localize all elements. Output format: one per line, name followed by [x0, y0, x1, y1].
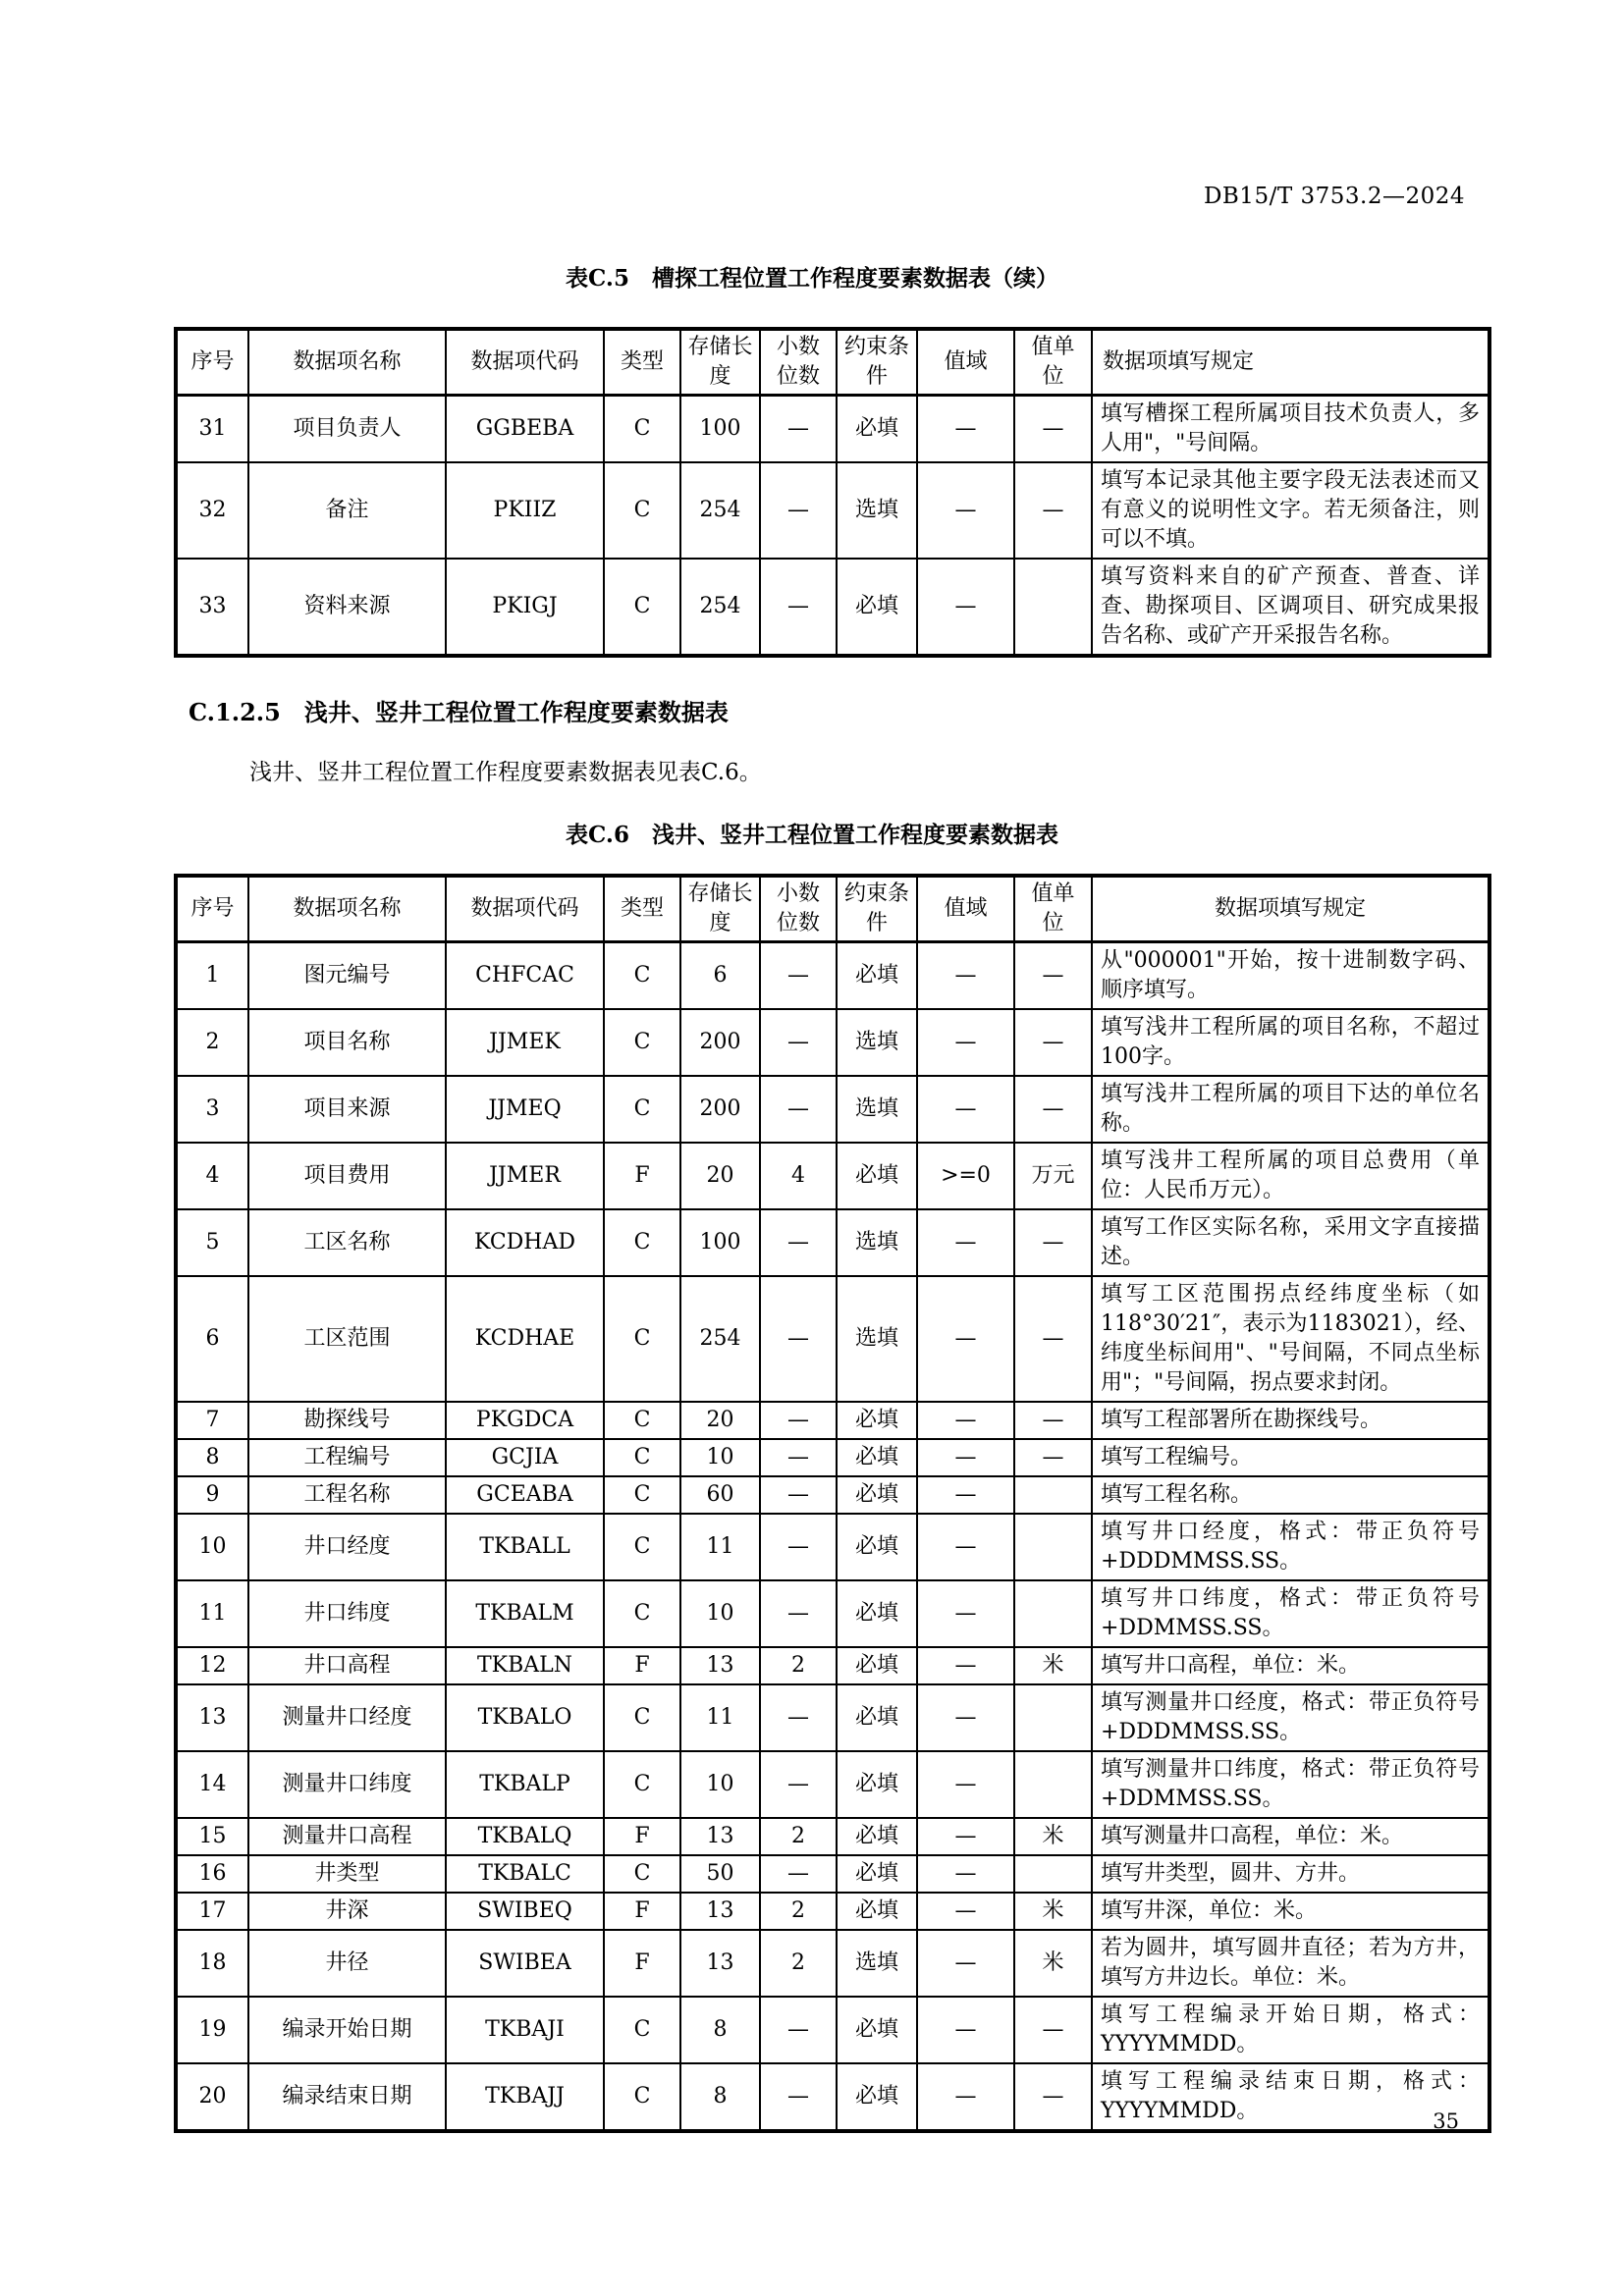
table-cell: —: [1014, 1209, 1092, 1276]
table-row: [176, 1439, 1489, 1476]
page-number: 35: [1433, 2109, 1459, 2133]
table-cell: —: [917, 1580, 1014, 1647]
section-paragraph: 浅井、竖井工程位置工作程度要素数据表见表C.6。: [249, 760, 762, 785]
table-c6-caption: 表C.6 浅井、竖井工程位置工作程度要素数据表: [566, 822, 1058, 848]
table-cell: —: [917, 2063, 1014, 2131]
table-c5-caption: 表C.5 槽探工程位置工作程度要素数据表（续）: [566, 265, 1058, 292]
table-cell: —: [917, 1476, 1014, 1514]
table-cell: 编录开始日期: [248, 1997, 446, 2063]
col-header-decimals: 小数位数: [760, 329, 837, 396]
table-cell: 必填: [837, 1818, 917, 1855]
table-cell: [1014, 1580, 1092, 1647]
table-cell: 必填: [837, 1684, 917, 1751]
table-cell: 选填: [837, 1076, 917, 1143]
table-row: [176, 462, 1489, 559]
table-cell: —: [917, 462, 1014, 559]
table-cell: 必填: [837, 1476, 917, 1514]
table-cell: [1014, 1514, 1092, 1580]
table-cell: 200: [680, 1076, 760, 1143]
table-cell: 编录结束日期: [248, 2063, 446, 2131]
table-row: [176, 1143, 1489, 1209]
section-heading: C.1.2.5 浅井、竖井工程位置工作程度要素数据表: [189, 698, 729, 726]
table-cell: 资料来源: [248, 559, 446, 656]
table-cell: —: [1014, 1076, 1092, 1143]
table-cell: —: [917, 1514, 1014, 1580]
table-cell: 11: [680, 1514, 760, 1580]
col-header-spec: 数据项填写规定: [1092, 329, 1489, 396]
table-row: [176, 1276, 1489, 1402]
table-cell: —: [1014, 1276, 1092, 1402]
table-cell: 20: [680, 1143, 760, 1209]
table-cell: 项目负责人: [248, 396, 446, 463]
col-header-type: 类型: [604, 329, 680, 396]
table-row: [176, 1580, 1489, 1647]
table-row: [176, 559, 1489, 656]
table-row: [176, 1855, 1489, 1893]
table-cell: —: [917, 1855, 1014, 1893]
table-cell: 必填: [837, 1893, 917, 1930]
cell-fill-spec: 填写浅井工程所属的项目总费用（单位：人民币万元）。: [1092, 1143, 1489, 1209]
table-cell: KCDHAD: [446, 1209, 604, 1276]
cell-fill-spec: 填写测量井口高程，单位：米。: [1092, 1818, 1489, 1855]
table-cell: C: [604, 1684, 680, 1751]
table-cell: 工区名称: [248, 1209, 446, 1276]
table-cell: JJMEK: [446, 1009, 604, 1076]
table-row: [176, 1751, 1489, 1818]
table-cell: F: [604, 1143, 680, 1209]
table-cell: —: [917, 1684, 1014, 1751]
table-cell: 测量井口经度: [248, 1684, 446, 1751]
table-cell: 必填: [837, 1997, 917, 2063]
table-cell: 13: [680, 1930, 760, 1997]
table-cell: 6: [680, 942, 760, 1010]
table-cell: 选填: [837, 1009, 917, 1076]
table-cell: 项目名称: [248, 1009, 446, 1076]
table-cell: 20: [176, 2063, 248, 2131]
cell-fill-spec: 填写井类型，圆井、方井。: [1092, 1855, 1489, 1893]
table-cell: 10: [176, 1514, 248, 1580]
table-cell: TKBALM: [446, 1580, 604, 1647]
table-cell: 10: [680, 1439, 760, 1476]
cell-fill-spec: 从"000001"开始，按十进制数字码、顺序填写。: [1092, 942, 1489, 1010]
table-cell: 9: [176, 1476, 248, 1514]
table-cell: 选填: [837, 1276, 917, 1402]
table-cell: 20: [680, 1402, 760, 1439]
table-cell: 选填: [837, 462, 917, 559]
table-cell: PKGDCA: [446, 1402, 604, 1439]
table-cell: F: [604, 1647, 680, 1684]
table-cell: 13: [680, 1818, 760, 1855]
table-cell: 14: [176, 1751, 248, 1818]
cell-fill-spec: 填写井口经度，格式：带正负符号+DDDMMSS.SS。: [1092, 1514, 1489, 1580]
cell-fill-spec: 填写本记录其他主要字段无法表述而又有意义的说明性文字。若无须备注，则可以不填。: [1092, 462, 1489, 559]
table-cell: TKBALO: [446, 1684, 604, 1751]
col-header-seq: 序号: [176, 876, 248, 942]
table-cell: 10: [680, 1580, 760, 1647]
cell-fill-spec: 填写工程编录结束日期，格式：YYYYMMDD。: [1092, 2063, 1489, 2131]
col-header-range: 值域: [917, 329, 1014, 396]
table-cell: —: [1014, 942, 1092, 1010]
table-cell: TKBALP: [446, 1751, 604, 1818]
table-cell: —: [760, 1076, 837, 1143]
table-cell: JJMEQ: [446, 1076, 604, 1143]
col-header-decimals: 小数位数: [760, 876, 837, 942]
table-row: [176, 1514, 1489, 1580]
table-cell: 必填: [837, 1514, 917, 1580]
table-cell: —: [917, 1439, 1014, 1476]
table-cell: 必填: [837, 942, 917, 1010]
table-cell: 必填: [837, 1855, 917, 1893]
table-cell: JJMER: [446, 1143, 604, 1209]
table-cell: —: [1014, 2063, 1092, 2131]
table-cell: 米: [1014, 1647, 1092, 1684]
table-cell: C: [604, 1855, 680, 1893]
table-cell: F: [604, 1930, 680, 1997]
table-cell: 项目来源: [248, 1076, 446, 1143]
table-cell: C: [604, 462, 680, 559]
table-cell: C: [604, 1580, 680, 1647]
table-cell: 8: [176, 1439, 248, 1476]
table-cell: C: [604, 2063, 680, 2131]
table-cell: —: [917, 1009, 1014, 1076]
table-cell: 选填: [837, 1930, 917, 1997]
table-cell: 勘探线号: [248, 1402, 446, 1439]
table-cell: PKIGJ: [446, 559, 604, 656]
table-cell: [1014, 1684, 1092, 1751]
table-cell: 254: [680, 1276, 760, 1402]
table-cell: 4: [760, 1143, 837, 1209]
table-cell: GCJIA: [446, 1439, 604, 1476]
table-cell: —: [1014, 1439, 1092, 1476]
table-cell: TKBALL: [446, 1514, 604, 1580]
col-header-constraint: 约束条件: [837, 876, 917, 942]
table-c5-body: [176, 396, 1489, 657]
table-cell: —: [760, 1514, 837, 1580]
table-cell: C: [604, 1209, 680, 1276]
table-cell: C: [604, 1997, 680, 2063]
table-cell: —: [917, 1209, 1014, 1276]
col-header-code: 数据项代码: [446, 876, 604, 942]
table-cell: F: [604, 1818, 680, 1855]
table-cell: —: [760, 462, 837, 559]
table-cell: 60: [680, 1476, 760, 1514]
table-cell: 7: [176, 1402, 248, 1439]
table-cell: —: [760, 1439, 837, 1476]
table-cell: —: [760, 942, 837, 1010]
table-cell: 备注: [248, 462, 446, 559]
table-cell: —: [917, 396, 1014, 463]
table-cell: —: [760, 1402, 837, 1439]
table-cell: 8: [680, 1997, 760, 2063]
table-c6-body: [176, 942, 1489, 2132]
table-row: [176, 396, 1489, 463]
table-row: [176, 1209, 1489, 1276]
table-cell: 2: [760, 1893, 837, 1930]
table-row: [176, 1476, 1489, 1514]
table-cell: C: [604, 1751, 680, 1818]
table-cell: 254: [680, 559, 760, 656]
table-cell: —: [760, 1276, 837, 1402]
col-header-seq: 序号: [176, 329, 248, 396]
table-cell: C: [604, 1402, 680, 1439]
table-cell: CHFCAC: [446, 942, 604, 1010]
table-cell: —: [1014, 1997, 1092, 2063]
table-cell: 32: [176, 462, 248, 559]
table-cell: 5: [176, 1209, 248, 1276]
table-cell: 井径: [248, 1930, 446, 1997]
table-cell: 2: [760, 1647, 837, 1684]
table-cell: 米: [1014, 1818, 1092, 1855]
table-cell: —: [760, 2063, 837, 2131]
cell-fill-spec: 填写工区范围拐点经纬度坐标（如118°30′21″，表示为1183021），经、纬度坐标间用"、"号间隔，不同点坐标用"；"号间隔，拐点要求封闭。: [1092, 1276, 1489, 1402]
col-header-type: 类型: [604, 876, 680, 942]
table-cell: C: [604, 1276, 680, 1402]
table-cell: 100: [680, 1209, 760, 1276]
table-cell: C: [604, 942, 680, 1010]
table-cell: 100: [680, 396, 760, 463]
table-c5: [174, 327, 1491, 658]
table-cell: —: [760, 396, 837, 463]
col-header-length: 存储长度: [680, 876, 760, 942]
col-header-unit: 值单位: [1014, 876, 1092, 942]
table-cell: 测量井口高程: [248, 1818, 446, 1855]
table-cell: C: [604, 396, 680, 463]
table-cell: —: [760, 1476, 837, 1514]
table-cell: 必填: [837, 1439, 917, 1476]
table-cell: —: [760, 1751, 837, 1818]
table-cell: TKBAJI: [446, 1997, 604, 2063]
table-cell: 50: [680, 1855, 760, 1893]
table-cell: —: [917, 1818, 1014, 1855]
table-cell: —: [760, 1009, 837, 1076]
table-row: [176, 1997, 1489, 2063]
table-cell: 必填: [837, 1143, 917, 1209]
table-cell: [1014, 559, 1092, 656]
table-cell: PKIIZ: [446, 462, 604, 559]
table-cell: —: [917, 559, 1014, 656]
table-cell: 3: [176, 1076, 248, 1143]
table-cell: —: [917, 1076, 1014, 1143]
table-cell: 8: [680, 2063, 760, 2131]
table-cell: 4: [176, 1143, 248, 1209]
table-cell: 井口高程: [248, 1647, 446, 1684]
table-cell: 16: [176, 1855, 248, 1893]
table-cell: 18: [176, 1930, 248, 1997]
table-cell: 31: [176, 396, 248, 463]
table-cell: —: [917, 1276, 1014, 1402]
table-cell: —: [760, 1209, 837, 1276]
table-cell: SWIBEA: [446, 1930, 604, 1997]
cell-fill-spec: 填写井深，单位：米。: [1092, 1893, 1489, 1930]
table-row: [176, 1818, 1489, 1855]
table-row: [176, 1893, 1489, 1930]
table-cell: 项目费用: [248, 1143, 446, 1209]
table-cell: —: [760, 1997, 837, 2063]
col-header-range: 值域: [917, 876, 1014, 942]
table-cell: 13: [680, 1647, 760, 1684]
table-cell: [1014, 1476, 1092, 1514]
table-cell: C: [604, 1476, 680, 1514]
col-header-length: 存储长度: [680, 329, 760, 396]
table-cell: —: [917, 1647, 1014, 1684]
col-header-code: 数据项代码: [446, 329, 604, 396]
table-cell: 13: [176, 1684, 248, 1751]
table-c5-header-row: [176, 329, 1489, 396]
table-cell: [1014, 1751, 1092, 1818]
table-c6-header-row: [176, 876, 1489, 942]
cell-fill-spec: 填写井口纬度，格式：带正负符号+DDMMSS.SS。: [1092, 1580, 1489, 1647]
table-row: [176, 942, 1489, 1010]
table-cell: 11: [176, 1580, 248, 1647]
table-cell: 必填: [837, 1580, 917, 1647]
cell-fill-spec: 填写工程名称。: [1092, 1476, 1489, 1514]
table-cell: 米: [1014, 1893, 1092, 1930]
table-cell: 17: [176, 1893, 248, 1930]
table-cell: —: [1014, 462, 1092, 559]
table-cell: 井类型: [248, 1855, 446, 1893]
table-cell: —: [917, 1997, 1014, 2063]
table-cell: >=0: [917, 1143, 1014, 1209]
table-cell: —: [1014, 396, 1092, 463]
col-header-name: 数据项名称: [248, 329, 446, 396]
col-header-spec: 数据项填写规定: [1092, 876, 1489, 942]
table-cell: TKBALQ: [446, 1818, 604, 1855]
table-cell: [1014, 1855, 1092, 1893]
table-cell: C: [604, 559, 680, 656]
table-cell: 必填: [837, 1751, 917, 1818]
cell-fill-spec: 填写工程编号。: [1092, 1439, 1489, 1476]
table-c6: [174, 874, 1491, 2133]
table-cell: GGBEBA: [446, 396, 604, 463]
table-cell: TKBAJJ: [446, 2063, 604, 2131]
table-cell: —: [917, 1751, 1014, 1818]
table-row: [176, 1076, 1489, 1143]
table-cell: —: [1014, 1009, 1092, 1076]
table-cell: GCEABA: [446, 1476, 604, 1514]
table-row: [176, 1009, 1489, 1076]
table-cell: 测量井口纬度: [248, 1751, 446, 1818]
table-cell: 2: [176, 1009, 248, 1076]
table-cell: 13: [680, 1893, 760, 1930]
table-cell: 必填: [837, 396, 917, 463]
table-cell: 工程名称: [248, 1476, 446, 1514]
table-cell: 19: [176, 1997, 248, 2063]
cell-fill-spec: 若为圆井，填写圆井直径；若为方井，填写方井边长。单位：米。: [1092, 1930, 1489, 1997]
table-cell: 254: [680, 462, 760, 559]
table-cell: 必填: [837, 2063, 917, 2131]
table-cell: 2: [760, 1818, 837, 1855]
cell-fill-spec: 填写工程部署所在勘探线号。: [1092, 1402, 1489, 1439]
table-row: [176, 1684, 1489, 1751]
col-header-unit: 值单位: [1014, 329, 1092, 396]
table-cell: C: [604, 1439, 680, 1476]
table-cell: 图元编号: [248, 942, 446, 1010]
document-code: DB15/T 3753.2—2024: [1203, 184, 1465, 209]
table-cell: C: [604, 1076, 680, 1143]
cell-fill-spec: 填写浅井工程所属的项目名称，不超过100字。: [1092, 1009, 1489, 1076]
table-cell: 1: [176, 942, 248, 1010]
col-header-name: 数据项名称: [248, 876, 446, 942]
cell-fill-spec: 填写浅井工程所属的项目下达的单位名称。: [1092, 1076, 1489, 1143]
table-cell: 15: [176, 1818, 248, 1855]
table-cell: 必填: [837, 1402, 917, 1439]
cell-fill-spec: 填写测量井口纬度，格式：带正负符号+DDMMSS.SS。: [1092, 1751, 1489, 1818]
table-cell: —: [917, 1930, 1014, 1997]
table-cell: TKBALC: [446, 1855, 604, 1893]
cell-fill-spec: 填写工作区实际名称，采用文字直接描述。: [1092, 1209, 1489, 1276]
table-cell: —: [760, 559, 837, 656]
table-cell: —: [917, 1402, 1014, 1439]
table-cell: C: [604, 1009, 680, 1076]
table-cell: 必填: [837, 1647, 917, 1684]
table-cell: 选填: [837, 1209, 917, 1276]
table-cell: 11: [680, 1684, 760, 1751]
table-cell: SWIBEQ: [446, 1893, 604, 1930]
table-row: [176, 1402, 1489, 1439]
table-cell: 200: [680, 1009, 760, 1076]
table-cell: 12: [176, 1647, 248, 1684]
table-cell: 必填: [837, 559, 917, 656]
col-header-constraint: 约束条件: [837, 329, 917, 396]
table-cell: 井深: [248, 1893, 446, 1930]
cell-fill-spec: 填写测量井口经度，格式：带正负符号+DDDMMSS.SS。: [1092, 1684, 1489, 1751]
table-cell: —: [760, 1855, 837, 1893]
table-cell: 6: [176, 1276, 248, 1402]
cell-fill-spec: 填写工程编录开始日期，格式：YYYYMMDD。: [1092, 1997, 1489, 2063]
table-cell: 万元: [1014, 1143, 1092, 1209]
table-cell: —: [917, 1893, 1014, 1930]
table-cell: —: [760, 1580, 837, 1647]
table-cell: C: [604, 1514, 680, 1580]
table-cell: —: [760, 1684, 837, 1751]
table-cell: 33: [176, 559, 248, 656]
table-cell: F: [604, 1893, 680, 1930]
table-cell: —: [917, 942, 1014, 1010]
table-cell: —: [1014, 1402, 1092, 1439]
table-cell: 2: [760, 1930, 837, 1997]
table-cell: 10: [680, 1751, 760, 1818]
table-cell: 工程编号: [248, 1439, 446, 1476]
cell-fill-spec: 填写井口高程，单位：米。: [1092, 1647, 1489, 1684]
cell-fill-spec: 填写槽探工程所属项目技术负责人，多人用"，"号间隔。: [1092, 396, 1489, 463]
table-cell: 井口经度: [248, 1514, 446, 1580]
table-row: [176, 1930, 1489, 1997]
table-cell: 米: [1014, 1930, 1092, 1997]
table-row: [176, 2063, 1489, 2131]
table-cell: KCDHAE: [446, 1276, 604, 1402]
table-row: [176, 1647, 1489, 1684]
cell-fill-spec: 填写资料来自的矿产预查、普查、详查、勘探项目、区调项目、研究成果报告名称、或矿产开采报告名称。: [1092, 559, 1489, 656]
table-cell: 工区范围: [248, 1276, 446, 1402]
table-cell: TKBALN: [446, 1647, 604, 1684]
table-cell: 井口纬度: [248, 1580, 446, 1647]
